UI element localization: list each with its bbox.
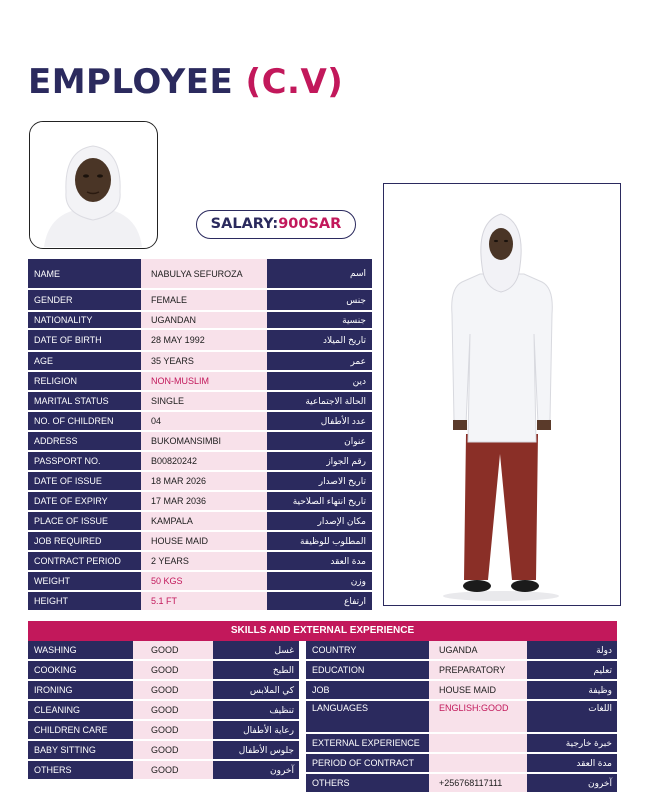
row-value bbox=[429, 734, 527, 754]
portrait-photo bbox=[29, 121, 158, 249]
row-value: GOOD bbox=[133, 701, 213, 721]
row-value: NON-MUSLIM bbox=[141, 372, 267, 392]
row-label: PERIOD OF CONTRACT bbox=[306, 754, 429, 774]
row-label: DATE OF BIRTH bbox=[28, 330, 141, 352]
row-value: 2 YEARS bbox=[141, 552, 267, 572]
row-label: CONTRACT PERIOD bbox=[28, 552, 141, 572]
row-label: COUNTRY bbox=[306, 641, 429, 661]
table-row bbox=[28, 392, 372, 412]
table-row bbox=[28, 259, 372, 290]
table-row bbox=[306, 754, 617, 774]
row-value: GOOD bbox=[133, 721, 213, 741]
row-label-arabic: عمر bbox=[267, 352, 372, 372]
row-value: NABULYA SEFUROZA bbox=[141, 259, 267, 290]
row-label: WEIGHT bbox=[28, 572, 141, 592]
row-label: NATIONALITY bbox=[28, 312, 141, 330]
table-row bbox=[28, 472, 372, 492]
row-value: GOOD bbox=[133, 741, 213, 761]
salary-value: 900SAR bbox=[278, 216, 342, 232]
portrait-image bbox=[30, 122, 156, 247]
row-value: KAMPALA bbox=[141, 512, 267, 532]
table-row bbox=[306, 774, 617, 794]
row-label-arabic: الحالة الاجتماعية bbox=[267, 392, 372, 412]
table-row bbox=[306, 681, 617, 701]
row-label-arabic: المطلوب للوظيفة bbox=[267, 532, 372, 552]
row-value: ENGLISH:GOOD bbox=[429, 701, 527, 734]
table-row bbox=[306, 661, 617, 681]
row-value: GOOD bbox=[133, 661, 213, 681]
row-label-arabic: رعاية الأطفال bbox=[213, 721, 299, 741]
row-label-arabic: الطبخ bbox=[213, 661, 299, 681]
row-value: 18 MAR 2026 bbox=[141, 472, 267, 492]
table-row bbox=[28, 532, 372, 552]
row-label-arabic: جنس bbox=[267, 290, 372, 312]
row-label: PLACE OF ISSUE bbox=[28, 512, 141, 532]
row-value: PREPARATORY bbox=[429, 661, 527, 681]
row-label-arabic: وظيفة bbox=[527, 681, 617, 701]
row-label-arabic: آخرون bbox=[527, 774, 617, 794]
row-value: UGANDA bbox=[429, 641, 527, 661]
row-label: CLEANING bbox=[28, 701, 133, 721]
row-value: FEMALE bbox=[141, 290, 267, 312]
row-value: GOOD bbox=[133, 681, 213, 701]
skills-table bbox=[28, 641, 299, 781]
table-row bbox=[28, 512, 372, 532]
row-value: 17 MAR 2036 bbox=[141, 492, 267, 512]
table-row bbox=[28, 432, 372, 452]
row-label-arabic: رقم الجواز bbox=[267, 452, 372, 472]
row-label: EXTERNAL EXPERIENCE bbox=[306, 734, 429, 754]
row-label: LANGUAGES bbox=[306, 701, 429, 734]
row-label: NO. OF CHILDREN bbox=[28, 412, 141, 432]
row-label: OTHERS bbox=[28, 761, 133, 781]
row-label: EDUCATION bbox=[306, 661, 429, 681]
row-label-arabic: دولة bbox=[527, 641, 617, 661]
row-label: COOKING bbox=[28, 661, 133, 681]
table-row bbox=[306, 701, 617, 734]
row-label-arabic: عنوان bbox=[267, 432, 372, 452]
table-row bbox=[28, 592, 372, 612]
row-label-arabic: جلوس الأطفال bbox=[213, 741, 299, 761]
row-label-arabic: تاريخ انتهاء الصلاحية bbox=[267, 492, 372, 512]
row-label: BABY SITTING bbox=[28, 741, 133, 761]
row-value: GOOD bbox=[133, 641, 213, 661]
row-label-arabic: مكان الإصدار bbox=[267, 512, 372, 532]
table-row bbox=[28, 552, 372, 572]
table-row bbox=[28, 412, 372, 432]
external-experience-table bbox=[306, 641, 617, 794]
row-value: 04 bbox=[141, 412, 267, 432]
table-row bbox=[28, 312, 372, 330]
table-row bbox=[28, 641, 299, 661]
row-label-arabic: تاريخ الاصدار bbox=[267, 472, 372, 492]
row-label-arabic: اسم bbox=[267, 259, 372, 290]
row-label-arabic: تعليم bbox=[527, 661, 617, 681]
table-row bbox=[28, 352, 372, 372]
row-label: OTHERS bbox=[306, 774, 429, 794]
row-value bbox=[429, 754, 527, 774]
table-row bbox=[306, 641, 617, 661]
row-label-arabic: غسل bbox=[213, 641, 299, 661]
row-label: HEIGHT bbox=[28, 592, 141, 612]
row-value: B00820242 bbox=[141, 452, 267, 472]
table-row bbox=[28, 290, 372, 312]
row-value: 50 KGS bbox=[141, 572, 267, 592]
row-value: 5.1 FT bbox=[141, 592, 267, 612]
title-accent: (C.V) bbox=[245, 62, 344, 102]
row-value: 28 MAY 1992 bbox=[141, 330, 267, 352]
row-value: GOOD bbox=[133, 761, 213, 781]
row-label-arabic: اللغات bbox=[527, 701, 617, 734]
row-label: MARITAL STATUS bbox=[28, 392, 141, 412]
row-label-arabic: مدة العقد bbox=[267, 552, 372, 572]
row-label-arabic: دين bbox=[267, 372, 372, 392]
row-label: NAME bbox=[28, 259, 141, 290]
row-label: ADDRESS bbox=[28, 432, 141, 452]
row-value: SINGLE bbox=[141, 392, 267, 412]
row-label: JOB bbox=[306, 681, 429, 701]
full-body-image bbox=[384, 184, 619, 604]
table-row bbox=[28, 452, 372, 472]
table-row bbox=[28, 372, 372, 392]
row-label: RELIGION bbox=[28, 372, 141, 392]
row-label: IRONING bbox=[28, 681, 133, 701]
skills-heading: SKILLS AND EXTERNAL EXPERIENCE bbox=[28, 621, 617, 641]
title-main: EMPLOYEE bbox=[28, 62, 234, 102]
row-value: 35 YEARS bbox=[141, 352, 267, 372]
row-value: HOUSE MAID bbox=[429, 681, 527, 701]
table-row bbox=[28, 721, 299, 741]
salary-label: SALARY: bbox=[210, 216, 279, 232]
row-label-arabic: خبرة خارجية bbox=[527, 734, 617, 754]
row-label-arabic: مدة العقد bbox=[527, 754, 617, 774]
row-label-arabic: وزن bbox=[267, 572, 372, 592]
row-value: +256768117111 bbox=[429, 774, 527, 794]
row-value: UGANDAN bbox=[141, 312, 267, 330]
row-value: BUKOMANSIMBI bbox=[141, 432, 267, 452]
table-row bbox=[28, 701, 299, 721]
row-label-arabic: جنسية bbox=[267, 312, 372, 330]
row-label-arabic: عدد الأطفال bbox=[267, 412, 372, 432]
table-row bbox=[306, 734, 617, 754]
salary-badge bbox=[196, 210, 356, 239]
row-label-arabic: كي الملابس bbox=[213, 681, 299, 701]
table-row bbox=[28, 572, 372, 592]
table-row bbox=[28, 492, 372, 512]
row-label: AGE bbox=[28, 352, 141, 372]
row-label: JOB REQUIRED bbox=[28, 532, 141, 552]
page-title bbox=[28, 62, 343, 102]
table-row bbox=[28, 661, 299, 681]
row-label: WASHING bbox=[28, 641, 133, 661]
row-label-arabic: تاريخ الميلاد bbox=[267, 330, 372, 352]
full-body-photo bbox=[383, 183, 621, 606]
row-label-arabic: آخرون bbox=[213, 761, 299, 781]
table-row bbox=[28, 761, 299, 781]
row-label: CHILDREN CARE bbox=[28, 721, 133, 741]
row-label: GENDER bbox=[28, 290, 141, 312]
row-label-arabic: ارتفاع bbox=[267, 592, 372, 612]
row-label-arabic: تنظيف bbox=[213, 701, 299, 721]
row-label: DATE OF EXPIRY bbox=[28, 492, 141, 512]
row-label: PASSPORT NO. bbox=[28, 452, 141, 472]
table-row bbox=[28, 330, 372, 352]
personal-info-table bbox=[28, 259, 372, 612]
row-value: HOUSE MAID bbox=[141, 532, 267, 552]
table-row bbox=[28, 741, 299, 761]
table-row bbox=[28, 681, 299, 701]
row-label: DATE OF ISSUE bbox=[28, 472, 141, 492]
